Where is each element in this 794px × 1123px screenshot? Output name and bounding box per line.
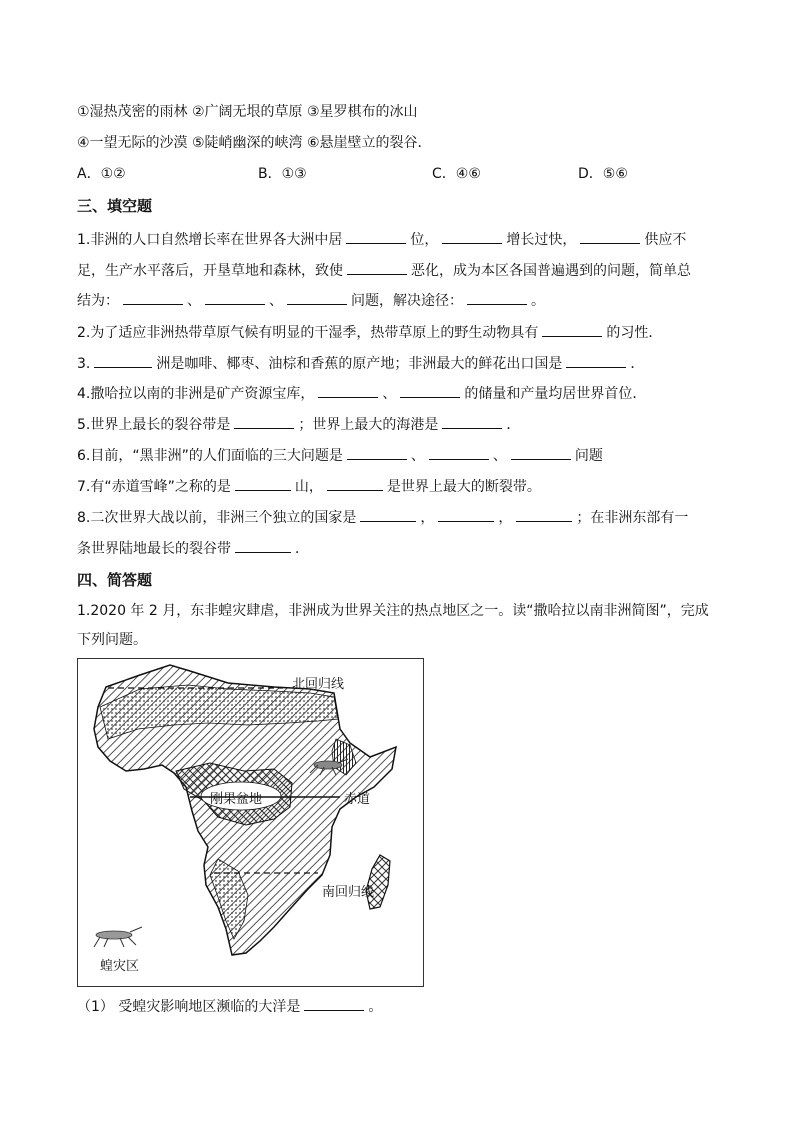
q4-text-a: 4.撒哈拉以南的非洲是矿产资源宝库，	[77, 386, 315, 402]
fill-q4	[77, 383, 646, 404]
q5-text-b: ；世界上最大的海港是	[298, 417, 439, 433]
choice-line-1: ①湿热茂密的雨林 ②广阔无垠的草原 ③星罗棋布的冰山	[77, 104, 418, 120]
africa-map-figure	[77, 658, 424, 987]
sub1-text-a: （1） 受蝗灾影响地区濒临的大洋是	[77, 999, 301, 1015]
q3-text-a: 3.	[77, 356, 91, 372]
option-b[interactable]: B．①③	[258, 166, 307, 182]
q8-text-f: ．	[295, 541, 309, 557]
answer-blank[interactable]	[429, 445, 489, 460]
answer-blank[interactable]	[511, 445, 571, 460]
fill-q1-line1	[77, 229, 686, 250]
answer-blank[interactable]	[235, 476, 291, 491]
answer-blank[interactable]	[467, 290, 527, 305]
q6-text-c: 、	[492, 448, 507, 464]
fill-q7	[77, 476, 541, 497]
congo-basin-label: 刚果盆地	[210, 792, 263, 807]
answer-blank[interactable]	[94, 353, 152, 368]
tropic-of-cancer-label: 北回归线	[292, 677, 345, 692]
answer-blank[interactable]	[304, 996, 364, 1011]
q5-text-a: 5.世界上最长的裂谷带是	[77, 417, 231, 433]
answer-blank[interactable]	[346, 229, 406, 244]
section-3-heading: 三、填空题	[77, 197, 153, 215]
answer-blank[interactable]	[347, 260, 407, 275]
answer-blank[interactable]	[442, 229, 502, 244]
answer-blank[interactable]	[234, 414, 294, 429]
q8-text-a: 8.二次世界大战以前，非洲三个独立的国家是	[77, 510, 357, 526]
q1-text-d: 供应不	[644, 232, 687, 248]
sub1-text-b: 。	[368, 999, 383, 1015]
section-4-heading: 四、简答题	[77, 571, 153, 589]
answer-blank[interactable]	[235, 538, 291, 553]
fill-q1-line3	[77, 290, 545, 311]
fill-q8-line2	[77, 538, 309, 559]
q1-text-e: 足，生产水平落后，开垦草地和森林，致使	[77, 263, 343, 279]
answer-blank[interactable]	[205, 290, 265, 305]
q1-text-g: 结为：	[77, 293, 119, 309]
q4-text-c: 的储量和产量均居世界首位．	[464, 386, 647, 402]
q1-text-j: 问题，解决途径：	[351, 293, 463, 309]
fill-q1-line2	[77, 260, 691, 281]
legend-label: 蝗灾区	[100, 959, 140, 974]
q1-text-k: 。	[531, 293, 545, 309]
q6-text-b: 、	[410, 448, 425, 464]
fill-q6	[77, 445, 603, 466]
q1-text-c: 增长过快，	[506, 232, 577, 248]
answer-blank[interactable]	[580, 229, 640, 244]
q1-text-f: 恶化，成为本区各国普遍遇到的问题，简单总	[411, 263, 691, 279]
q6-text-d: 问题	[574, 448, 603, 464]
q1-text-a: 1.非洲的人口自然增长率在世界各大洲中居	[77, 232, 343, 248]
q7-text-b: 山，	[294, 479, 323, 495]
answer-blank[interactable]	[566, 353, 626, 368]
q8-text-e: 条世界陆地最长的裂谷带	[77, 541, 231, 557]
q1-text-b: 位，	[410, 232, 439, 248]
answer-blank[interactable]	[442, 414, 502, 429]
q7-text-a: 7.有“赤道雪峰”之称的是	[77, 479, 231, 495]
answer-blank[interactable]	[347, 445, 407, 460]
answer-blank[interactable]	[360, 507, 416, 522]
short-q1-line2: 下列问题。	[77, 632, 147, 648]
answer-blank[interactable]	[400, 383, 460, 398]
answer-blank[interactable]	[438, 507, 494, 522]
q2-text-a: 2.为了适应非洲热带草原气候有明显的干湿季，热带草原上的野生动物具有	[77, 325, 539, 341]
africa-map	[78, 659, 423, 986]
answer-blank[interactable]	[327, 476, 383, 491]
q2-text-b: 的习性．	[606, 325, 663, 341]
option-d[interactable]: D．⑤⑥	[578, 166, 628, 182]
fill-q5	[77, 414, 520, 435]
short-q1-line1: 1.2020 年 2 月，东非蝗灾肆虐，非洲成为世界关注的热点地区之一。读“撒哈拉以南非洲简图”，完成	[77, 603, 709, 619]
q8-text-d: ；在非洲东部有一	[576, 510, 689, 526]
q5-text-c: ．	[506, 417, 521, 433]
answer-blank[interactable]	[542, 322, 602, 337]
option-a[interactable]: A．①②	[77, 166, 126, 182]
option-c[interactable]: C．④⑥	[432, 166, 481, 182]
q8-text-c: ，	[498, 510, 513, 526]
choice-line-2: ④一望无际的沙漠 ⑤陡峭幽深的峡湾 ⑥悬崖壁立的裂谷．	[77, 135, 432, 151]
q4-text-b: 、	[382, 386, 397, 402]
q1-text-i: 、	[269, 293, 283, 309]
answer-blank[interactable]	[287, 290, 347, 305]
q8-text-b: ，	[420, 510, 435, 526]
equator-label: 赤道	[344, 792, 371, 807]
answer-blank[interactable]	[318, 383, 378, 398]
fill-q8-line1	[77, 507, 688, 528]
q3-text-c: ．	[630, 356, 645, 372]
fill-q3	[77, 353, 644, 374]
q7-text-c: 是世界上最大的断裂带。	[386, 479, 541, 495]
tropic-of-capricorn-label: 南回归线	[322, 885, 375, 900]
q6-text-a: 6.目前，“黑非洲”的人们面临的三大问题是	[77, 448, 343, 464]
answer-blank[interactable]	[123, 290, 183, 305]
q1-text-h: 、	[187, 293, 201, 309]
short-q1-sub1	[77, 996, 382, 1017]
legend-locust-icon	[94, 927, 142, 947]
q3-text-b: 洲是咖啡、椰枣、油棕和香蕉的原产地；非洲最大的鲜花出口国是	[156, 356, 563, 372]
answer-blank[interactable]	[516, 507, 572, 522]
fill-q2	[77, 322, 662, 343]
